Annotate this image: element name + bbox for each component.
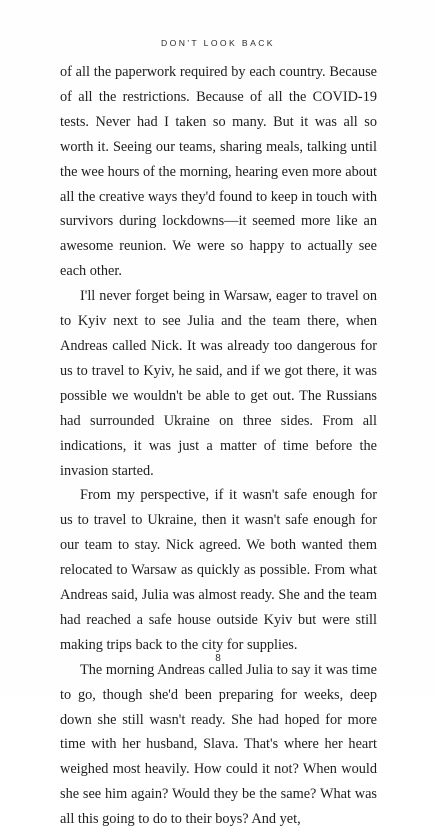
paragraph: From my perspective, if it wasn't safe enough for us to travel to Ukraine, then it wasn't safe enough for our team to stay. Nick agreed. We both wanted them relocated to Warsaw as quickly as possible. From what Andreas said, Julia was almost ready. She and the team had reached a safe house outside Kyiv but were still making trips back to the city for supplies. — [60, 487, 377, 653]
paragraph: The morning Andreas called Julia to say it was time to go, though she'd been preparing for weeks, deep down she still wasn't ready. She had hoped for more time with her husband, Slava. That's where her heart weighed most heavily. How could it not? When would she see him again? Would they be the same? What was all this going to do to their boys? And yet, — [60, 661, 377, 828]
paragraph: of all the paperwork required by each country. Because of all the restrictions. Because of all the COVID-19 tests. Never had I taken so many. But it was all so worth it. Seeing our teams, sharing meals, talking until the wee hours of the morning, hearing even more about all the creative ways they'd found to keep in touch with survivors during lockdowns—it seemed more like an awesome reunion. We were so happy to actually see each other. — [60, 64, 377, 280]
paragraph: I'll never forget being in Warsaw, eager to travel on to Kyiv next to see Julia and the team there, when Andreas called Nick. It was already too dangerous for us to travel to Kyiv, he said, and if we got there, it was possible we wouldn't be able to get out. The Russians had surrounded Ukraine on three sides. From all indications, it was just a matter of time before the invasion started. — [60, 288, 377, 479]
running-head: DON'T LOOK BACK — [161, 38, 275, 48]
body-text — [60, 60, 377, 832]
page-number: 8 — [215, 653, 221, 664]
